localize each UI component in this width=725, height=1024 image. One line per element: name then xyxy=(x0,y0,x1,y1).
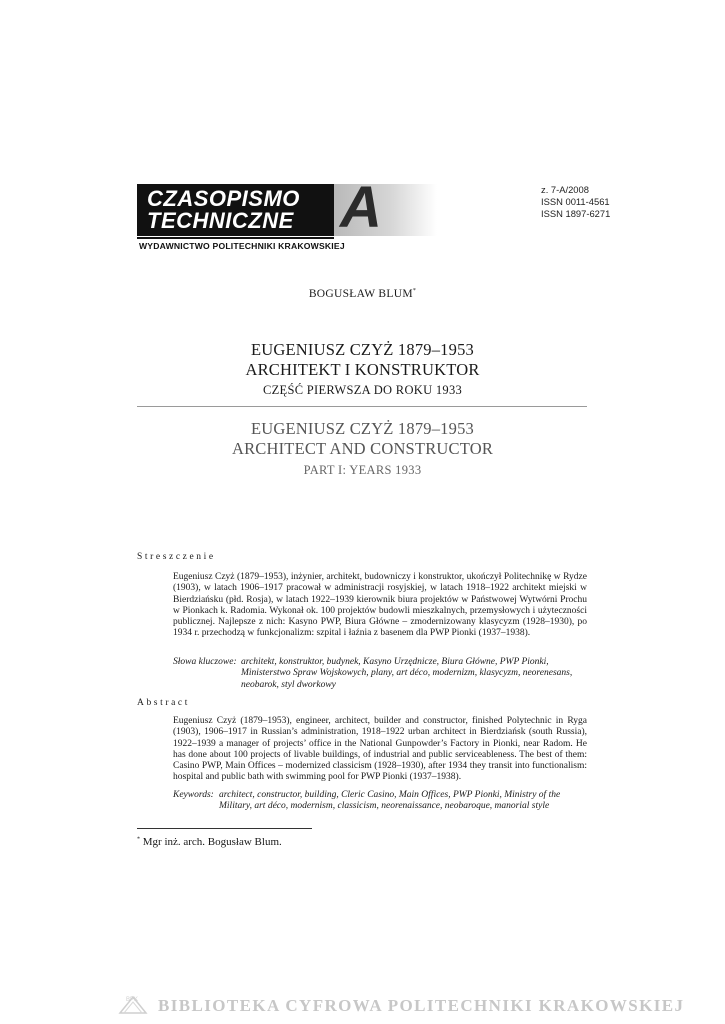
keywords-english-text: architect, constructor, building, Cleric Casino, Main Offices, PWP Pionki, Ministry of the Military, art déco, modernism, classicism, neorenaissance, neobaroque, manorial style xyxy=(219,790,561,812)
series-letter: A xyxy=(340,184,382,236)
abstract-text: Eugeniusz Czyż (1879–1953), engineer, architect, builder and constructor, finished Polytechnic in Ryga (1903), 1906–1917 in Russian’s administration, 1918–1922 urban architect in Bierdziańsk (south Russia), 1922–1939 a manager of projects’ office in the National Gunpowder’s Factory in Pionki, near Radom. He has done about 100 projects of livable buildings, of industrial and public serviceableness. The best of them: Casino PWP, Main Offices – modernized classicism (1928–1930), after 1934 they transit into functionalism: hospital and public bath with swimming pool for PWP Pionki (1937–1938). xyxy=(173,716,587,783)
subtitle-english: PART I: YEARS 1933 xyxy=(303,463,422,477)
library-name: BIBLIOTEKA CYFROWA POLITECHNIKI KRAKOWSKIEJ xyxy=(158,996,685,1015)
issue-info xyxy=(541,184,611,220)
subtitle-polish: CZĘŚĆ PIERWSZA DO ROKU 1933 xyxy=(262,383,463,397)
masthead-series-block xyxy=(334,184,437,236)
library-logo-text: BPK xyxy=(126,997,139,1003)
author-footnote-mark: * xyxy=(412,288,417,295)
title-polish-line2: ARCHITEKT I KONSTRUKTOR xyxy=(245,360,480,379)
footnote-rule xyxy=(137,828,312,829)
issue-number: z. 7-A/2008 xyxy=(541,184,589,195)
library-watermark xyxy=(118,993,685,1019)
title-english-line2: ARCHITECT AND CONSTRUCTOR xyxy=(231,439,494,458)
keywords-polish-text: architekt, konstruktor, budynek, Kasyno Urzędnicze, Biura Główne, PWP Pionki, Ministerstwo Spraw Wojskowych, plany, art déco, modernizm, klasycyzm, neorenesans, neobarok, styl dworkowy xyxy=(241,657,573,690)
title-english-line1: EUGENIUSZ CZYŻ 1879–1953 xyxy=(251,419,474,438)
footnote-text: Mgr inż. arch. Bogusław Blum. xyxy=(142,836,282,848)
streszczenie-heading: Streszczenie xyxy=(137,552,216,562)
masthead-rule xyxy=(137,237,334,239)
title-divider xyxy=(137,406,587,407)
author-name: BOGUSŁAW BLUM xyxy=(308,288,413,300)
library-logo-icon xyxy=(118,993,148,1017)
issn-online: ISSN 1897-6271 xyxy=(541,208,611,219)
title-english xyxy=(0,419,725,459)
footnote-mark: * xyxy=(137,836,140,843)
masthead-title-block xyxy=(137,184,334,236)
keywords-polish-label: Słowa kluczowe: xyxy=(173,657,237,667)
journal-title-line2: TECHNICZNE xyxy=(147,208,294,233)
title-polish xyxy=(0,340,725,380)
title-polish-line1: EUGENIUSZ CZYŻ 1879–1953 xyxy=(251,340,474,359)
keywords-english-label: Keywords: xyxy=(173,790,214,800)
journal-title-line1: CZASOPISMO xyxy=(147,186,300,211)
issn-print: ISSN 0011-4561 xyxy=(541,196,610,207)
footnote xyxy=(137,836,282,848)
abstract-heading: Abstract xyxy=(137,698,190,708)
journal-masthead xyxy=(137,184,611,254)
publisher-name: WYDAWNICTWO POLITECHNIKI KRAKOWSKIEJ xyxy=(139,241,345,251)
streszczenie-text: Eugeniusz Czyż (1879–1953), inżynier, architekt, budowniczy i konstruktor, ukończył Politechnikę w Rydze (1903), w latach 1906–1917 pracował w administracji rosyjskiej, w latach 1918–1922 architekt miejski w Bierdziańsku (płd. Rosja), w latach 1922–1939 kierownik biura projektów w Państwowej Wytwórni Prochu w Pionkach k. Radomia. Wykonał ok. 100 projektów budowli mieszkalnych, przemysłowych i użyteczności publicznej. Najlepsze z nich: Kasyno PWP, Biura Główne – zmodernizowany klasycyzm (1928–1930), po 1934 r. przechodzą w funkcjonalizm: szpital i łaźnia z basenem dla PWP Pionki (1937–1938). xyxy=(173,572,587,639)
author-line xyxy=(0,288,725,300)
